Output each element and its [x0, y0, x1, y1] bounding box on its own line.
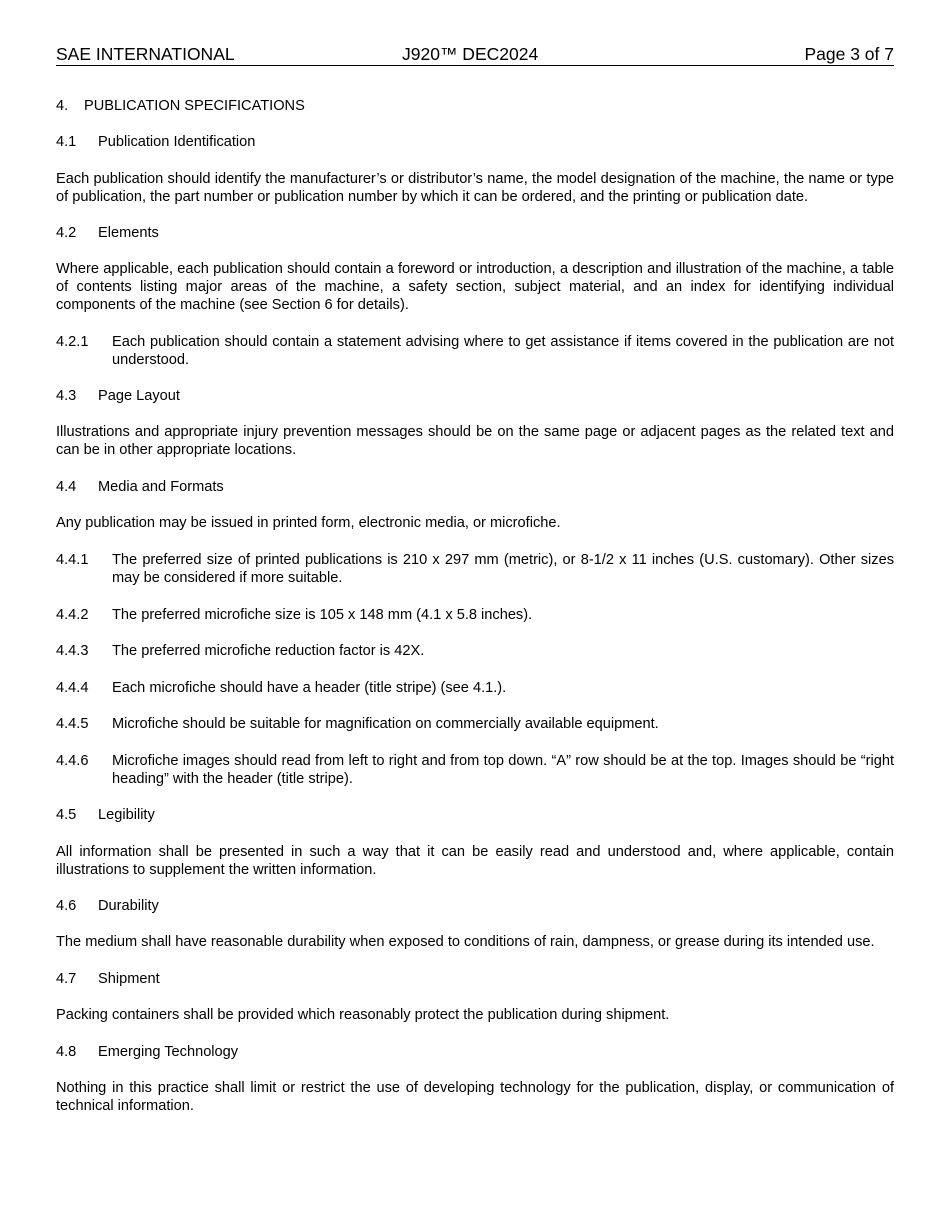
- clause: [56, 551, 894, 587]
- subsection-number: 4.1: [56, 134, 77, 150]
- header-org: SAE INTERNATIONAL: [56, 44, 235, 64]
- subsection-heading: [56, 806, 894, 824]
- subsection-number: 4.5: [56, 807, 77, 823]
- document-body: [56, 97, 894, 1115]
- subsection-number: 4.8: [56, 1044, 77, 1060]
- section-heading: [56, 97, 894, 115]
- paragraph: Any publication may be issued in printed form, electronic media, or microfiche.: [56, 515, 561, 531]
- section-number: 4.: [56, 98, 69, 114]
- paragraph: All information shall be presented in such a way that it can be easily read and understood and, where applicable, contain illustrations to supplement the written information.: [56, 844, 894, 878]
- subsection-number: 4.4: [56, 479, 77, 495]
- paragraph: Packing containers shall be provided which reasonably protect the publication during shipment.: [56, 1007, 670, 1023]
- clause: [56, 333, 894, 369]
- clause-number: 4.4.3: [56, 643, 89, 659]
- subsection-title: Media and Formats: [98, 479, 224, 495]
- clause: [56, 642, 894, 660]
- header-page-number: Page 3 of 7: [804, 44, 894, 64]
- subsection-title: Shipment: [98, 971, 160, 987]
- subsection-number: 4.7: [56, 971, 77, 987]
- paragraph: Where applicable, each publication should contain a foreword or introduction, a description and illustration of the machine, a table of contents listing major areas of the machine, a safety section, subject material, and an index for identifying individual components of the machine (see Section 6 for details).: [56, 261, 894, 313]
- paragraph: The medium shall have reasonable durability when exposed to conditions of rain, dampness, or grease during its intended use.: [56, 934, 875, 950]
- paragraph: Illustrations and appropriate injury prevention messages should be on the same page or adjacent pages as the related text and can be in other appropriate locations.: [56, 424, 894, 458]
- subsection-heading: [56, 897, 894, 915]
- subsection-heading: [56, 1043, 894, 1061]
- subsection-heading: [56, 478, 894, 496]
- subsection-heading: [56, 133, 894, 151]
- paragraph: Nothing in this practice shall limit or restrict the use of developing technology for the publication, display, or communication of technical information.: [56, 1080, 894, 1114]
- subsection-title: Emerging Technology: [98, 1044, 239, 1060]
- clause-number: 4.4.4: [56, 680, 89, 696]
- clause-number: 4.2.1: [56, 334, 89, 350]
- clause-number: 4.4.1: [56, 552, 89, 568]
- clause-text: The preferred size of printed publications is 210 x 297 mm (metric), or 8-1/2 x 11 inches (U.S. customary). Other sizes may be considered if more suitable.: [112, 552, 894, 586]
- clause-text: Each microfiche should have a header (title stripe) (see 4.1.).: [112, 680, 507, 696]
- clause-text: The preferred microfiche reduction factor is 42X.: [112, 643, 425, 659]
- clause-number: 4.4.2: [56, 607, 89, 623]
- subsection-heading: [56, 387, 894, 405]
- subsection-number: 4.3: [56, 388, 77, 404]
- clause: [56, 679, 894, 697]
- subsection-heading: [56, 224, 894, 242]
- clause-text: The preferred microfiche size is 105 x 148 mm (4.1 x 5.8 inches).: [112, 607, 533, 623]
- clause: [56, 715, 894, 733]
- clause-text: Each publication should contain a statement advising where to get assistance if items covered in the publication are not understood.: [112, 334, 894, 368]
- subsection-title: Elements: [98, 225, 159, 241]
- clause-number: 4.4.5: [56, 716, 89, 732]
- clause: [56, 752, 894, 788]
- subsection-title: Durability: [98, 898, 159, 914]
- clause-number: 4.4.6: [56, 753, 89, 769]
- clause-text: Microfiche images should read from left to right and from top down. “A” row should be at the top. Images should be “right heading” with the header (title stripe).: [112, 753, 894, 787]
- clause: [56, 606, 894, 624]
- clause-text: Microfiche should be suitable for magnification on commercially available equipment.: [112, 716, 659, 732]
- header-doc-id: J920™ DEC2024: [402, 44, 539, 64]
- subsection-number: 4.2: [56, 225, 77, 241]
- subsection-heading: [56, 970, 894, 988]
- page-header: [56, 43, 894, 66]
- subsection-title: Publication Identification: [98, 134, 256, 150]
- section-title: PUBLICATION SPECIFICATIONS: [84, 98, 305, 114]
- subsection-number: 4.6: [56, 898, 77, 914]
- paragraph: Each publication should identify the manufacturer’s or distributor’s name, the model designation of the machine, the name or type of publication, the part number or publication number by which it can be ordered, and the printing or publication date.: [56, 171, 894, 205]
- subsection-title: Page Layout: [98, 388, 180, 404]
- subsection-title: Legibility: [98, 807, 155, 823]
